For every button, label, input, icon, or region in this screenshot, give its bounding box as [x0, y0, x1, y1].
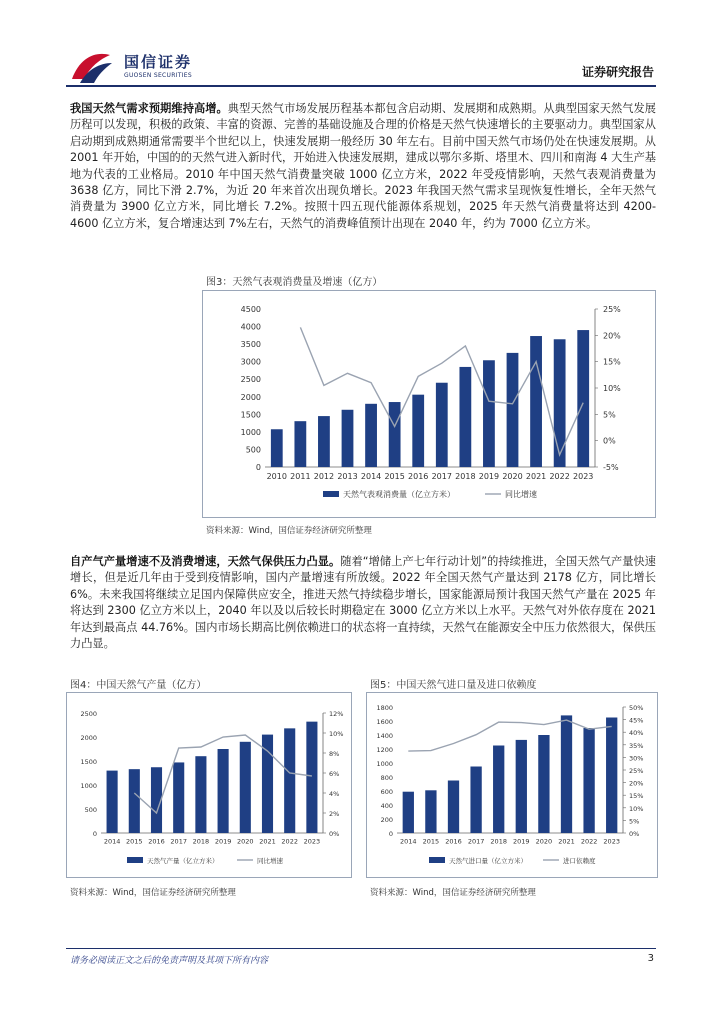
legend-bar-label: 天然气表观消费量（亿立方米） [343, 490, 455, 499]
x-tick-label: 2023 [603, 837, 620, 846]
y2-tick-label: 4% [329, 790, 340, 798]
x-tick-label: 2014 [400, 837, 417, 846]
paragraph-body: 典型天然气市场发展历程基本都包含启动期、发展期和成熟期。从典型国家天然气发展历程可以发现，积极的政策、丰富的资源、完善的基础设施及合理的价格是天然气快速增长的主要驱动力。典型国家从启动期到成熟期通常需要半个世纪以上，快速发展期一般经历 30 年左右。目前中国天然气市场仍处在快速发展期。从 2001 年开始，中国的的天然气进入新时代，开始进入快速发展期，建成以鄂尔多斯、塔里木、四川和南海 4 大生产基地为代表的工业格局。2010 年中国天然气消费量突破 1000 亿立方米，2022 年受疫情影响，天然气表观消费量为 3638 亿方，同比下滑 2.7%，为近 20 年来首次出现负增长。2023 年我国天然气需求呈现恢复性增长，全年天然气消费量为 3900 亿立方米，同比增长 7.2%。按照十四五现代能源体系规划，2025 年天然气消费量将达到 4200-4600 亿立方米，复合增速达到 7%左右，天然气的消费峰值预计出现在 2040 年，约为 7000 亿立方米。 [70, 102, 656, 230]
x-tick-label: 2020 [237, 837, 254, 846]
bar-2018 [195, 756, 206, 833]
bar-2016 [448, 781, 459, 834]
brand-name-en: GUOSEN SECURITIES [124, 72, 193, 79]
bar-2017 [436, 383, 448, 467]
y-tick-label: 600 [380, 788, 393, 796]
bar-2011 [294, 421, 306, 467]
bar-2016 [412, 395, 424, 467]
y2-tick-label: 2% [329, 810, 340, 818]
legend-line-label: 同比增速 [257, 857, 283, 865]
y-tick-label: 500 [84, 806, 97, 814]
y-tick-label: 4500 [240, 305, 261, 314]
paragraph-supply [70, 554, 656, 652]
x-tick-label: 2016 [408, 472, 429, 481]
bar-2022 [583, 728, 594, 833]
legend-line-label: 同比增速 [505, 490, 537, 499]
y-tick-label: 1000 [240, 427, 261, 437]
y2-tick-label: 30% [629, 754, 644, 763]
y2-tick-label: -5% [603, 463, 619, 472]
x-tick-label: 2020 [535, 837, 553, 846]
y-tick-label: 2500 [240, 375, 261, 385]
legend-line-label: 进口依赖度 [563, 857, 596, 865]
x-tick-label: 2012 [313, 472, 335, 481]
y2-tick-label: 25% [603, 305, 621, 314]
bar-2021 [262, 735, 273, 833]
y2-tick-label: 0% [329, 830, 340, 838]
y-tick-label: 1800 [376, 704, 393, 712]
x-tick-label: 2018 [192, 837, 210, 846]
y-tick-label: 2000 [80, 734, 97, 742]
bar-2013 [342, 410, 354, 467]
y2-tick-label: 8% [329, 750, 340, 758]
bar-2023 [606, 718, 617, 834]
y2-tick-label: 15% [629, 792, 644, 801]
footer-divider [66, 948, 656, 949]
bar-2023 [577, 330, 589, 467]
x-tick-label: 2022 [549, 472, 570, 481]
y2-tick-label: 10% [603, 384, 621, 393]
y-tick-label: 0 [388, 830, 393, 838]
y2-tick-label: 40% [629, 729, 644, 738]
figure-3-chart [203, 291, 655, 517]
footer-disclaimer: 请务必阅读正文之后的免责声明及其项下所有内容 [70, 956, 269, 966]
x-tick-label: 2016 [148, 837, 165, 846]
paragraph-demand [70, 101, 656, 232]
x-tick-label: 2023 [573, 472, 594, 481]
bar-2019 [516, 740, 527, 833]
y2-tick-label: 10% [329, 730, 344, 738]
figure-5-source: 资料来源：Wind，国信证券经济研究所整理 [370, 888, 536, 898]
x-tick-label: 2014 [103, 837, 121, 846]
y-tick-label: 400 [380, 802, 393, 810]
y2-tick-label: 50% [629, 704, 644, 712]
y-tick-label: 0 [255, 463, 261, 472]
bar-2012 [318, 416, 330, 467]
x-tick-label: 2019 [478, 472, 500, 481]
bar-2015 [425, 790, 436, 833]
page-number: 3 [647, 953, 654, 964]
x-tick-label: 2011 [290, 472, 311, 481]
bar-2021 [530, 336, 542, 467]
y-tick-label: 4000 [240, 322, 261, 332]
bar-2017 [173, 762, 184, 833]
brand-name-cn: 国信证券 [124, 53, 193, 71]
y2-tick-label: 5% [603, 410, 616, 420]
legend-bar-swatch [323, 491, 339, 497]
header-divider [66, 85, 656, 87]
figure-4-title: 图4：中国天然气产量（亿方） [70, 680, 207, 691]
figure-5-frame [366, 692, 658, 878]
report-type: 证券研究报告 [581, 65, 654, 79]
x-tick-label: 2021 [525, 472, 547, 481]
figure-3-frame [202, 290, 656, 518]
bar-2020 [240, 742, 251, 833]
x-tick-label: 2015 [422, 837, 440, 846]
x-tick-label: 2017 [467, 837, 485, 846]
y2-tick-label: 10% [629, 804, 644, 813]
y-tick-label: 2500 [80, 710, 97, 718]
y2-tick-label: 15% [603, 357, 621, 367]
y-tick-label: 1000 [80, 782, 97, 790]
bar-2014 [365, 404, 377, 467]
guosen-logo-icon [70, 49, 114, 85]
bar-2020 [507, 353, 519, 467]
bar-2022 [284, 728, 295, 833]
paragraph-body: 随着“增储上产七年行动计划”的持续推进，全国天然气产量快速增长，但是近几年由于受到疫情影响，国内产量增速有所放缓。2022 年全国天然气产量达到 2178 亿方，同比增长 6%。未来我国将继续立足国内保障供应安全，推进天然气持续稳步增长，国家能源局预计我国天然气产量在 2025 年将达到 2300 亿立方米以上，2040 年以及以后较长时期稳定在 3000 亿立方米以上水平。天然气对外依存度在 2021 年达到最高点 44.76%。国内市场长期高比例依赖进口的状态将一直持续，天然气在能源安全中压力依然很大，保供压力凸显。 [70, 555, 656, 651]
x-tick-label: 2021 [558, 837, 575, 846]
y2-tick-label: 0% [603, 436, 616, 446]
bar-2015 [129, 769, 140, 833]
legend-bar-label: 天然气进口量（亿立方米） [449, 857, 527, 865]
x-tick-label: 2017 [170, 837, 187, 846]
y-tick-label: 200 [380, 816, 393, 824]
bar-2019 [483, 360, 495, 467]
x-tick-label: 2020 [502, 472, 523, 481]
x-tick-label: 2023 [303, 837, 321, 846]
y-tick-label: 800 [380, 774, 393, 782]
figure-4-frame [66, 692, 352, 878]
y-tick-label: 1500 [80, 758, 97, 766]
x-tick-label: 2015 [126, 837, 143, 846]
x-tick-label: 2022 [281, 837, 298, 846]
bar-2022 [554, 339, 566, 467]
bar-2010 [271, 429, 283, 467]
y2-tick-label: 12% [329, 710, 344, 718]
y-tick-label: 3000 [240, 357, 261, 367]
bar-2020 [538, 735, 549, 833]
bar-2015 [389, 402, 401, 467]
x-tick-label: 2018 [490, 837, 507, 846]
y2-tick-label: 6% [329, 770, 340, 778]
x-tick-label: 2021 [259, 837, 276, 846]
x-tick-label: 2013 [337, 472, 358, 481]
y2-tick-label: 35% [629, 741, 644, 750]
growth-line [408, 720, 611, 751]
figure-5-chart [367, 693, 657, 877]
y2-tick-label: 45% [629, 716, 644, 725]
bar-2021 [561, 715, 572, 833]
x-tick-label: 2014 [360, 472, 382, 481]
y2-tick-label: 20% [629, 779, 644, 788]
bar-2014 [403, 792, 414, 833]
x-tick-label: 2015 [384, 472, 405, 481]
legend-bar-swatch [127, 857, 143, 863]
y2-tick-label: 5% [629, 817, 640, 826]
figure-4-chart [67, 693, 351, 877]
figure-4-source: 资料来源：Wind，国信证券经济研究所整理 [70, 888, 236, 898]
y2-tick-label: 0% [629, 830, 640, 838]
y-tick-label: 2000 [240, 392, 261, 402]
y-tick-label: 1400 [376, 732, 393, 740]
legend-bar-swatch [429, 857, 445, 863]
x-tick-label: 2019 [513, 837, 530, 846]
x-tick-label: 2018 [455, 472, 476, 481]
figure-3-source: 资料来源：Wind，国信证券经济研究所整理 [206, 526, 372, 536]
bar-2019 [218, 749, 229, 833]
y-tick-label: 0 [92, 830, 97, 838]
x-tick-label: 2019 [214, 837, 232, 846]
bar-2017 [470, 767, 481, 834]
bar-2023 [306, 722, 317, 833]
x-tick-label: 2016 [445, 837, 462, 846]
y2-tick-label: 25% [629, 767, 644, 775]
bar-2018 [459, 367, 471, 467]
y-tick-label: 3500 [240, 340, 261, 350]
bar-2018 [493, 746, 504, 834]
y2-tick-label: 20% [603, 331, 621, 341]
x-tick-label: 2022 [580, 837, 598, 846]
figure-5-title: 图5：中国天然气进口量及进口依赖度 [370, 680, 537, 691]
x-tick-label: 2010 [266, 472, 287, 481]
y-tick-label: 1200 [376, 746, 393, 754]
paragraph-lead: 自产气产量增速不及消费增速，天然气保供压力凸显。 [70, 555, 341, 568]
y-tick-label: 1500 [240, 410, 261, 420]
y-tick-label: 1000 [376, 760, 393, 768]
figure-3-title: 图3：天然气表观消费量及增速（亿方） [206, 277, 383, 288]
paragraph-lead: 我国天然气需求预期维持高增。 [70, 102, 228, 115]
y-tick-label: 1600 [376, 718, 393, 726]
bar-2014 [107, 771, 118, 833]
legend-bar-label: 天然气产量（亿立方米） [147, 857, 219, 865]
y-tick-label: 500 [245, 445, 261, 455]
x-tick-label: 2017 [431, 472, 452, 481]
